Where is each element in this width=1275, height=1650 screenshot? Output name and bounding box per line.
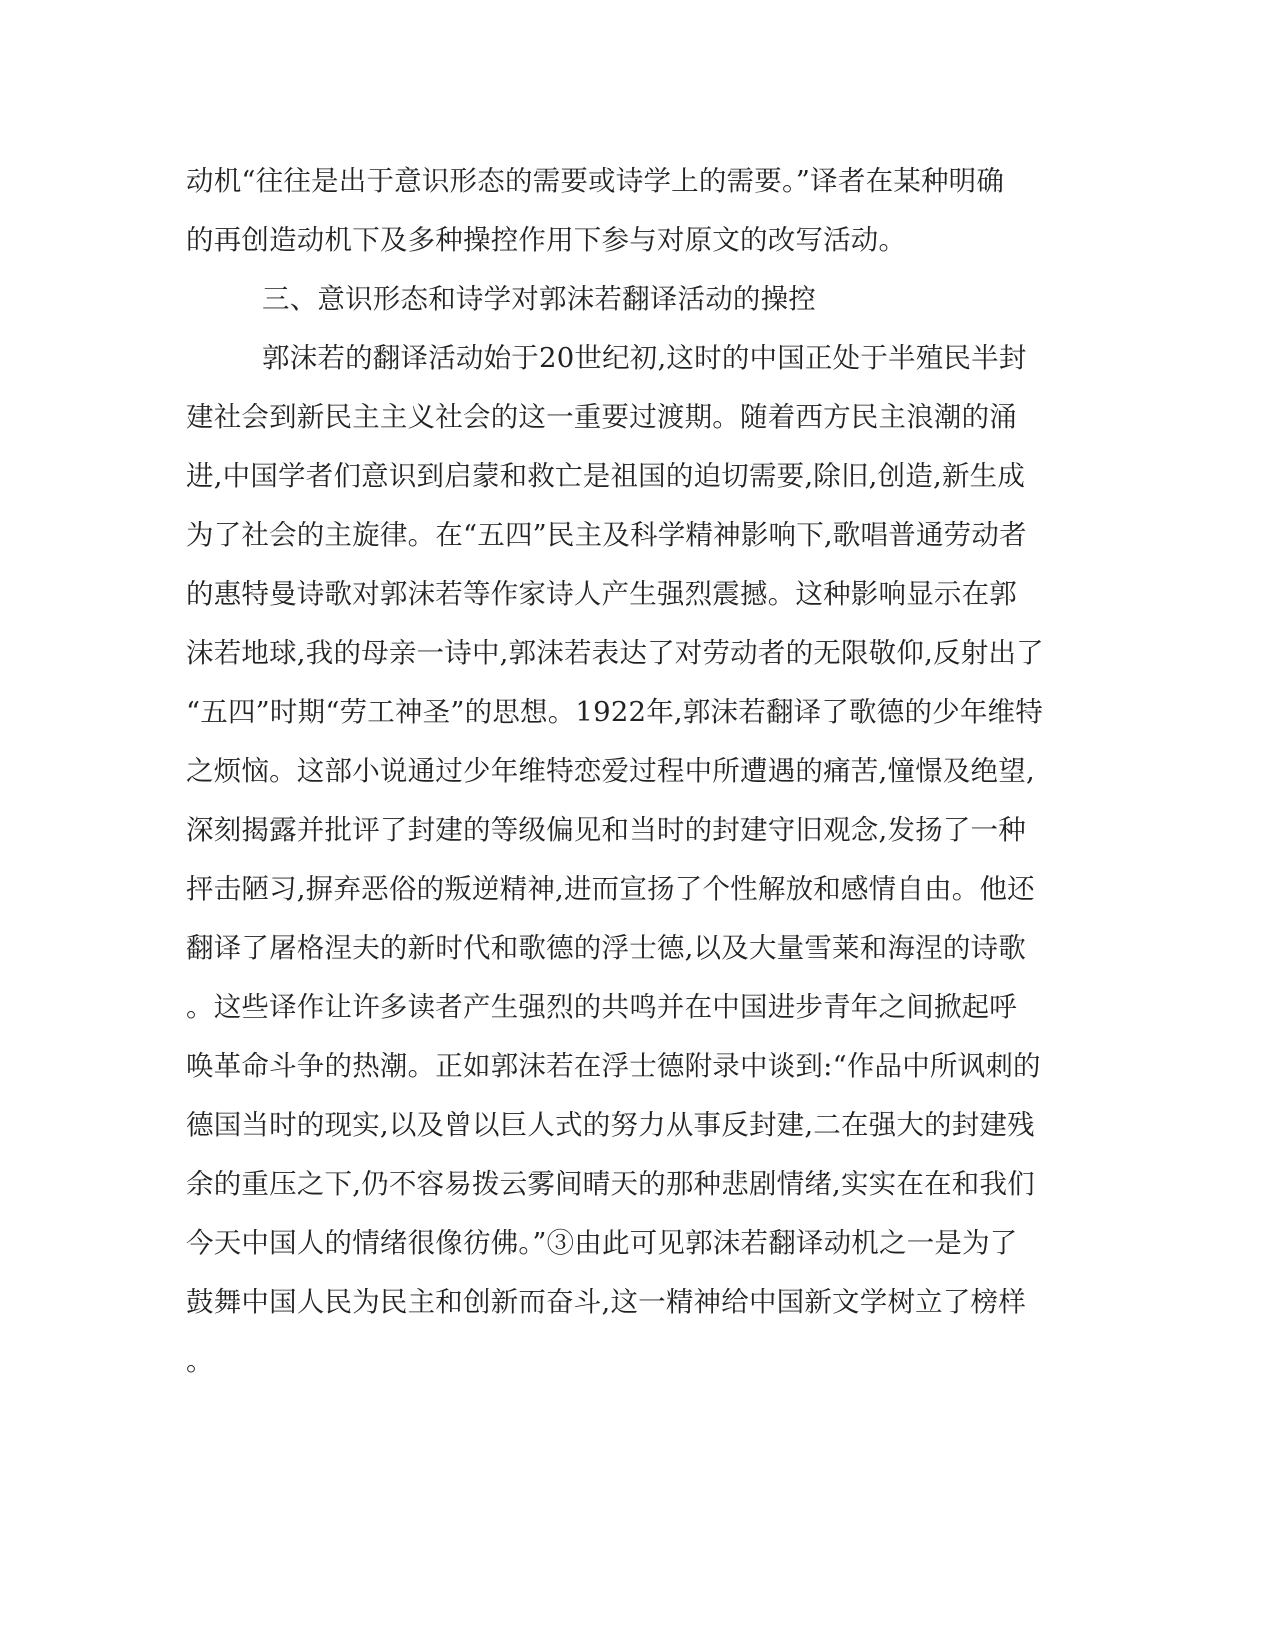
text-line: 建社会到新民主主义社会的这一重要过渡期。随着西方民主浪潮的涌 — [186, 401, 1017, 433]
text-line: 之烦恼。这部小说通过少年维特恋爱过程中所遭遇的痛苦,憧憬及绝望, — [186, 755, 1035, 787]
text-line: 的再创造动机下及多种操控作用下参与对原文的改写活动。 — [186, 224, 907, 256]
text-line: 沫若地球,我的母亲一诗中,郭沫若表达了对劳动者的无限敬仰,反射出了 — [186, 637, 1044, 669]
text-line: 鼓舞中国人民为民主和创新而奋斗,这一精神给中国新文学树立了榜样 — [186, 1286, 1026, 1318]
text-line: 深刻揭露并批评了封建的等级偏见和当时的封建守旧观念,发扬了一种 — [186, 814, 1026, 846]
text-line: 。这些译作让许多读者产生强烈的共鸣并在中国进步青年之间掀起呼 — [186, 991, 1017, 1023]
text-line: “五四”时期“劳工神圣”的思想。1922年,郭沫若翻译了歌德的少年维特 — [186, 696, 1043, 728]
section-heading: 三、意识形态和诗学对郭沫若翻译活动的操控 — [262, 283, 816, 315]
text-line: 德国当时的现实,以及曾以巨人式的努力从事反封建,二在强大的封建残 — [186, 1109, 1035, 1141]
text-line: 余的重压之下,仍不容易拨云雾间晴天的那种悲剧情绪,实实在在和我们 — [186, 1168, 1035, 1200]
text-line: 今天中国人的情绪很像彷佛。”③由此可见郭沫若翻译动机之一是为了 — [186, 1227, 1018, 1259]
text-line: 动机“往往是出于意识形态的需要或诗学上的需要。”译者在某种明确 — [186, 165, 1005, 197]
text-line: 进,中国学者们意识到启蒙和救亡是祖国的迫切需要,除旧,创造,新生成 — [186, 460, 1026, 492]
text-line: 的惠特曼诗歌对郭沫若等作家诗人产生强烈震撼。这种影响显示在郭 — [186, 578, 1017, 610]
text-line: 。 — [186, 1345, 214, 1377]
paragraph-first-line: 郭沫若的翻译活动始于20世纪初,这时的中国正处于半殖民半封 — [262, 342, 1027, 374]
text-line: 唤革命斗争的热潮。正如郭沫若在浮士德附录中谈到:“作品中所讽刺的 — [186, 1050, 1041, 1082]
text-line: 翻译了屠格涅夫的新时代和歌德的浮士德,以及大量雪莱和海涅的诗歌 — [186, 932, 1026, 964]
text-line: 为了社会的主旋律。在“五四”民主及科学精神影响下,歌唱普通劳动者 — [186, 519, 1027, 551]
text-line: 抨击陋习,摒弃恶俗的叛逆精神,进而宣扬了个性解放和感情自由。他还 — [186, 873, 1035, 905]
